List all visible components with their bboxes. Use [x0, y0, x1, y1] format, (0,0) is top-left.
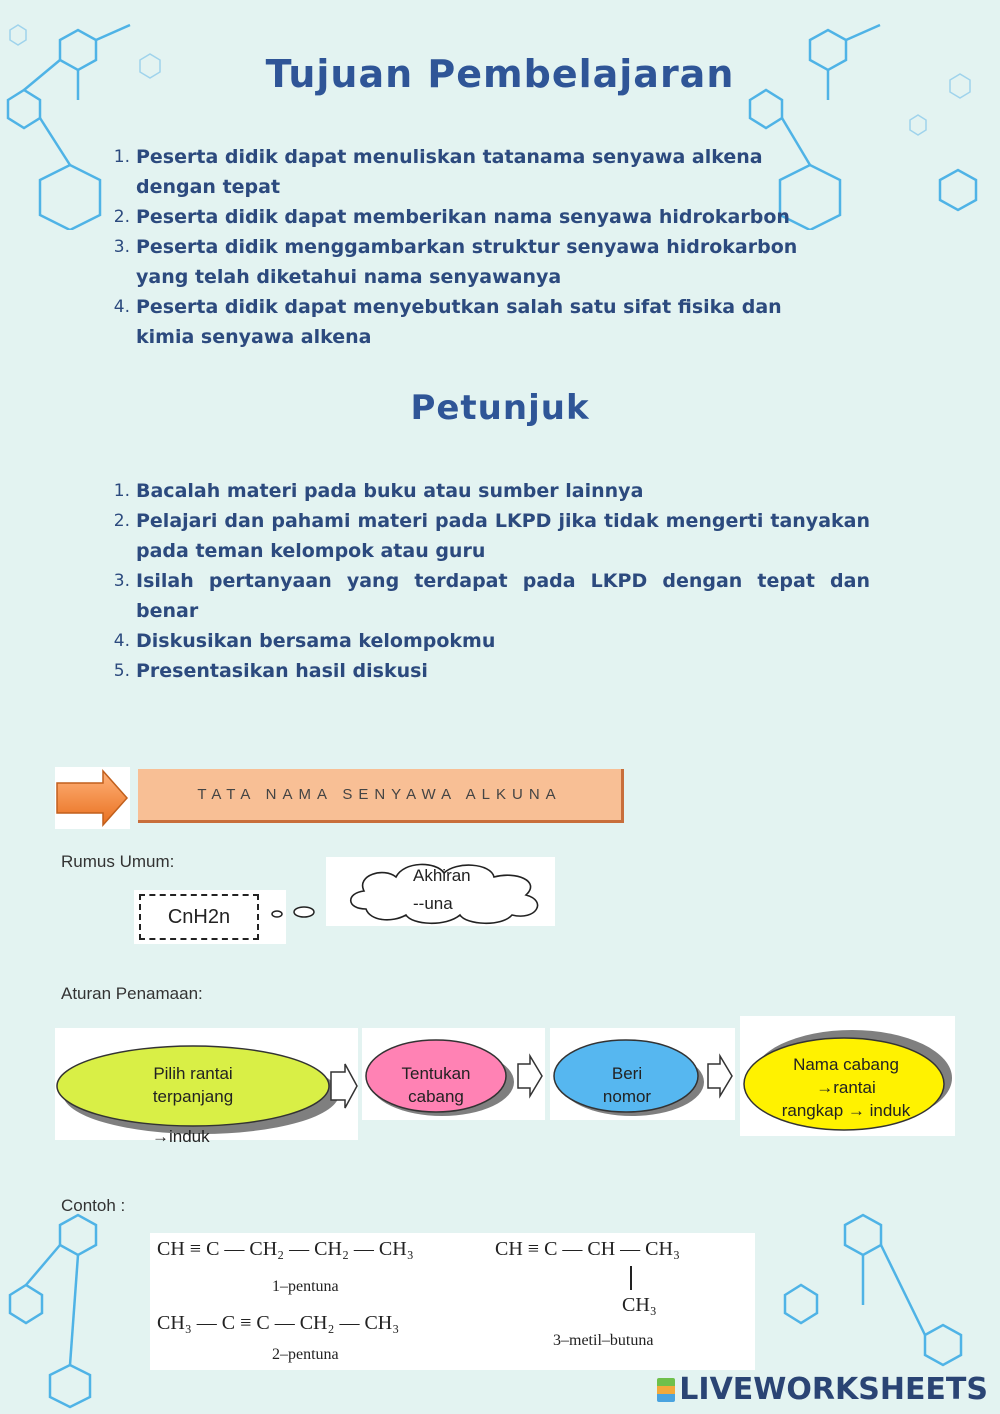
name-3-methylbutyne: 3–metil–butuna — [553, 1332, 654, 1349]
list-item: 1. Bacalah materi pada buku atau sumber lainnya — [113, 480, 644, 502]
list-item: 4. Diskusikan bersama kelompokmu — [113, 630, 496, 652]
thought-bubble-dots — [268, 902, 328, 922]
cloud-text-line2: --una — [413, 894, 453, 913]
step-1-text-extra: →induk — [152, 1127, 210, 1146]
instructions-title: Petunjuk — [410, 388, 590, 428]
name-2-pentyne: 2–pentuna — [272, 1346, 339, 1363]
rules-label: Aturan Penamaan: — [61, 984, 203, 1003]
step-3-text: Beri nomor — [602, 1064, 652, 1106]
list-item: 3. Peserta didik menggambarkan struktur senyawa hidrokarbon yang telah diketahui nama senyawanya — [113, 236, 798, 288]
list-item: 3. Isilah pertanyaan yang terdapat pada LKPD dengan tepat dan benar — [113, 570, 870, 622]
logo-icon — [657, 1378, 675, 1402]
formula-methyl-branch: CH₃ — [622, 1294, 657, 1316]
name-1-pentyne: 1–pentuna — [272, 1278, 339, 1295]
step-2-text: Tentukan cabang — [401, 1064, 471, 1106]
arrow-icon — [55, 767, 130, 829]
list-item: 2. Peserta didik dapat memberikan nama senyawa hidrokarbon — [113, 206, 790, 228]
list-item: 4. Peserta didik dapat menyebutkan salah satu sifat fisika dan kimia senyawa alkena — [113, 296, 782, 348]
molecule-decoration-bottom-left — [0, 1185, 150, 1414]
list-item: 1. Peserta didik dapat menuliskan tatanama senyawa alkena dengan tepat — [113, 146, 763, 198]
branch-bond — [630, 1266, 632, 1290]
formula-3-methylbutyne: CH ≡ C — CH — CH₃ — [495, 1238, 680, 1260]
liveworksheets-logo[interactable]: LIVEWORKSHEETS — [657, 1372, 988, 1407]
formula-label: Rumus Umum: — [61, 852, 175, 871]
objectives-title: Tujuan Pembelajaran — [265, 52, 735, 96]
example-label: Contoh : — [61, 1196, 126, 1215]
instructions-list — [114, 476, 870, 686]
list-item: 5. Presentasikan hasil diskusi — [113, 660, 428, 682]
cloud-text-line1: Akhiran — [413, 866, 471, 885]
list-item: 2. Pelajari dan pahami materi pada LKPD jika tidak mengerti tanyakan pada teman kelompok atau guru — [113, 510, 870, 562]
section-banner: TATA NAMA SENYAWA ALKUNA — [138, 769, 624, 823]
formula-1-pentyne: CH ≡ C — CH₂ — CH₂ — CH₃ — [157, 1238, 414, 1260]
step-1-text: Pilih rantai terpanjang — [152, 1064, 234, 1106]
general-formula: CnH2n — [139, 894, 259, 940]
step-4-text: Nama cabang →rantai rangkap → induk — [781, 1055, 911, 1120]
objectives-list — [114, 142, 814, 352]
formula-2-pentyne: CH₃ — C ≡ C — CH₂ — CH₃ — [157, 1312, 400, 1334]
